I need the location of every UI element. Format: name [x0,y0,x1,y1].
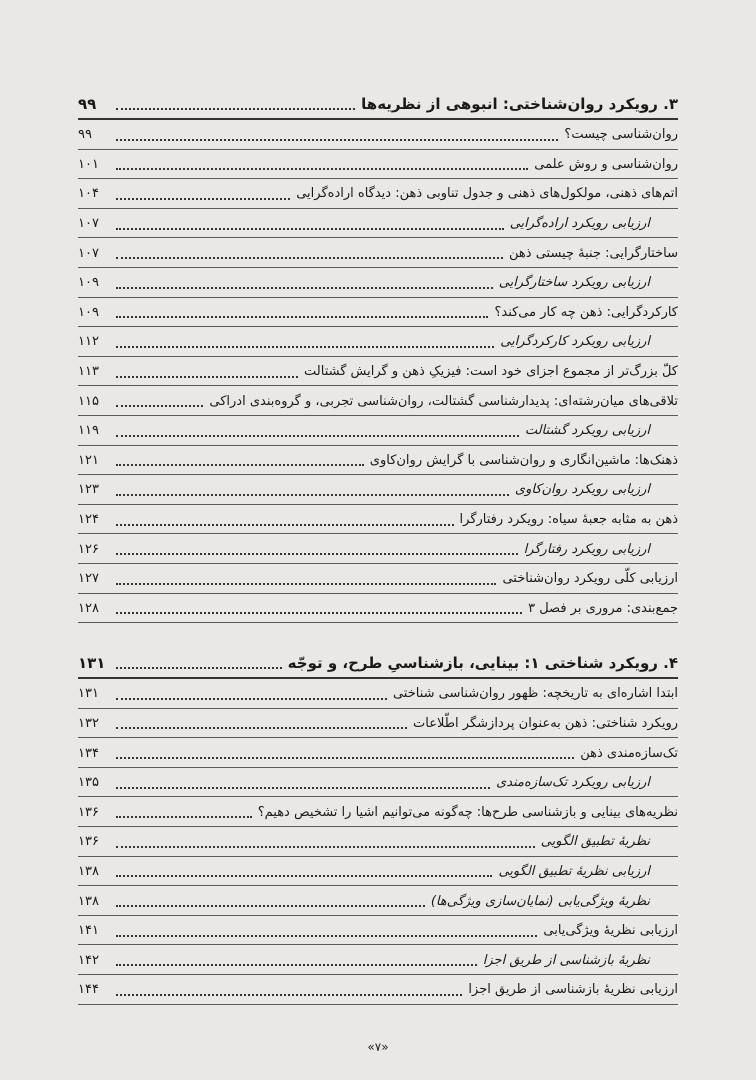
toc-entry-page-number: ۱۲۱ [78,452,99,468]
toc-entry-title: نظریهٔ تطبیق الگویی [540,834,650,850]
toc-entry-page-number: ۱۰۹ [78,304,99,320]
toc-entry[interactable] [78,594,678,624]
toc-entry-page-number: ۱۰۹ [78,275,99,291]
toc-entry-title: تک‌سازه‌مندی ذهن [580,745,678,761]
toc-entry-title: ارزیابی نظریهٔ ویژگی‌یابی [543,923,678,939]
chapter-title: ۳. رویکرد روان‌شناختی: انبوهی از نظریه‌ها [361,95,678,113]
toc-entry[interactable] [78,209,678,239]
chapter-heading[interactable] [78,647,678,679]
toc-entry[interactable] [78,709,678,739]
dot-leader [116,346,494,348]
toc-entry[interactable] [78,120,678,150]
toc-entry-title: تلاقی‌های میان‌رشته‌ای: پدیدارشناسی گشتالت، روان‌شناسی تجربی، و گروه‌بندی ادراکی [209,393,678,409]
dot-leader [116,787,490,789]
dot-leader [116,816,252,818]
toc-entry-title: ارزیابی کلّی رویکرد روان‌شناختی [502,571,678,587]
dot-leader [116,139,558,141]
toc-entry[interactable] [78,534,678,564]
toc-entry-title: ساختارگرایی: جنبهٔ چیستی ذهن [509,245,678,261]
dot-leader [116,287,493,289]
toc-entry-title: جمع‌بندی: مروری بر فصل ۳ [528,600,678,616]
toc-entry-title: نظریهٔ ویژگی‌یابی (نمایان‌سازی ویژگی‌ها) [430,893,650,909]
dot-leader [116,994,462,996]
toc-entry[interactable] [78,327,678,357]
toc-entry-title: روان‌شناسی و روش علمی [534,156,678,172]
table-of-contents [78,88,678,1005]
toc-entry-page-number: ۱۰۷ [78,245,99,261]
toc-entry-page-number: ۱۴۱ [78,923,99,939]
dot-leader [116,376,298,378]
toc-entry-page-number: ۱۳۶ [78,834,99,850]
dot-leader [116,727,407,729]
toc-entry-title: ابتدا اشاره‌ای به تاریخچه: ظهور روان‌شناسی شناختی [392,686,678,702]
toc-entry-title: ارزیابی رویکرد روان‌کاوی [514,482,650,498]
dot-leader [116,964,477,966]
page-number-footer: «۷» [367,1040,389,1054]
toc-entry-title: ارزیابی رویکرد تک‌سازه‌مندی [496,775,650,791]
toc-entry-title: نظریه‌های بینایی و بازشناسی طرح‌ها: چه‌گونه می‌توانیم اشیا را تشخیص دهیم؟ [257,804,678,820]
toc-entry[interactable] [78,386,678,416]
chapter-title: ۴. رویکرد شناختی ۱: بینایی، بازشناسیِ طرح، و توجّه [287,654,678,673]
toc-entry-page-number: ۱۱۵ [78,393,99,409]
toc-entry-title: ارزیابی نظریهٔ بازشناسی از طریق اجزا [468,982,678,998]
toc-entry[interactable] [78,475,678,505]
toc-entry[interactable] [78,797,678,827]
toc-entry[interactable] [78,768,678,798]
toc-entry-page-number: ۱۲۶ [78,541,99,557]
toc-entry-title: ارزیابی رویکرد اراده‌گرایی [509,216,650,232]
toc-entry-title: کارکردگرایی: ذهن چه کار می‌کند؟ [494,304,678,320]
toc-entry[interactable] [78,886,678,916]
toc-entry-page-number: ۱۰۷ [78,216,99,232]
dot-leader [116,553,518,555]
toc-entry-page-number: ۱۳۴ [78,745,99,761]
dot-leader [116,698,387,700]
toc-entry[interactable] [78,238,678,268]
dot-leader [116,168,528,170]
toc-entry-title: نظریهٔ بازشناسی از طریق اجزا [482,952,650,968]
toc-entry[interactable] [78,179,678,209]
toc-entry-page-number: ۱۲۳ [78,482,99,498]
dot-leader [116,667,282,669]
dot-leader [116,228,504,230]
toc-entry-page-number: ۱۴۴ [78,982,99,998]
chapter-page-number: ۹۹ [78,95,97,113]
dot-leader [116,494,509,496]
toc-entry-page-number: ۱۳۵ [78,775,99,791]
toc-entry-page-number: ۱۱۹ [78,423,99,439]
dot-leader [116,405,203,407]
toc-entry-page-number: ۹۹ [78,127,92,143]
toc-entry[interactable] [78,916,678,946]
toc-entry-title: ارزیابی رویکرد کارکردگرایی [500,334,650,350]
toc-entry-title: ذهن به مثابه جعبهٔ سیاه: رویکرد رفتارگرا [459,512,678,528]
toc-entry-title: ارزیابی رویکرد ساختارگرایی [498,275,650,291]
toc-entry-title: اتم‌های ذهنی، مولکول‌های ذهنی و جدول تناوبی ذهن: دیدگاه اراده‌گرایی [296,186,678,202]
toc-entry[interactable] [78,857,678,887]
dot-leader [116,757,574,759]
toc-entry[interactable] [78,827,678,857]
toc-entry[interactable] [78,150,678,180]
toc-entry-title: کلّ بزرگ‌تر از مجموع اجزای خود است: فیزیکِ ذهن و گرایش گشتالت [304,364,678,380]
dot-leader [116,612,522,614]
toc-entry-page-number: ۱۳۸ [78,863,99,879]
toc-entry-page-number: ۱۲۸ [78,600,99,616]
toc-entry-title: ذهنک‌ها: ماشین‌انگاری و روان‌شناسی با گرایش روان‌کاوی [369,452,678,468]
toc-entry[interactable] [78,738,678,768]
toc-entry[interactable] [78,416,678,446]
toc-entry-page-number: ۱۳۲ [78,715,99,731]
dot-leader [116,846,535,848]
chapter-page-number: ۱۳۱ [78,654,106,673]
dot-leader [116,198,290,200]
chapter-gap [78,623,678,647]
toc-entry[interactable] [78,268,678,298]
dot-leader [116,435,519,437]
toc-entry-page-number: ۱۰۴ [78,186,99,202]
dot-leader [116,316,488,318]
dot-leader [116,464,364,466]
toc-entry-title: ارزیابی رویکرد گشتالت [524,423,650,439]
toc-entry[interactable] [78,357,678,387]
toc-entry[interactable] [78,505,678,535]
dot-leader [116,875,492,877]
dot-leader [116,257,503,259]
toc-entry-page-number: ۱۰۱ [78,156,99,172]
chapter-heading[interactable] [78,88,678,120]
toc-entry-page-number: ۱۲۴ [78,512,99,528]
toc-entry-page-number: ۱۴۲ [78,952,99,968]
toc-entry[interactable] [78,446,678,476]
dot-leader [116,583,496,585]
toc-entry-page-number: ۱۳۶ [78,804,99,820]
toc-entry-title: ارزیابی نظریهٔ تطبیق الگویی [498,863,650,879]
toc-entry-page-number: ۱۱۳ [78,364,99,380]
toc-entry-page-number: ۱۳۸ [78,893,99,909]
toc-entry-title: ارزیابی رویکرد رفتارگرا [523,541,650,557]
dot-leader [116,108,355,110]
toc-entry[interactable] [78,298,678,328]
toc-entry[interactable] [78,975,678,1005]
toc-entry-page-number: ۱۲۷ [78,571,99,587]
toc-entry[interactable] [78,679,678,709]
toc-entry-page-number: ۱۱۲ [78,334,99,350]
toc-entry-page-number: ۱۳۱ [78,686,99,702]
toc-entry-title: روان‌شناسی چیست؟ [564,127,678,143]
toc-entry-title: رویکرد شناختی: ذهن به‌عنوان پردازشگر اطّلاعات [413,715,678,731]
dot-leader [116,524,454,526]
toc-entry[interactable] [78,945,678,975]
dot-leader [116,905,425,907]
dot-leader [116,935,537,937]
toc-entry[interactable] [78,564,678,594]
